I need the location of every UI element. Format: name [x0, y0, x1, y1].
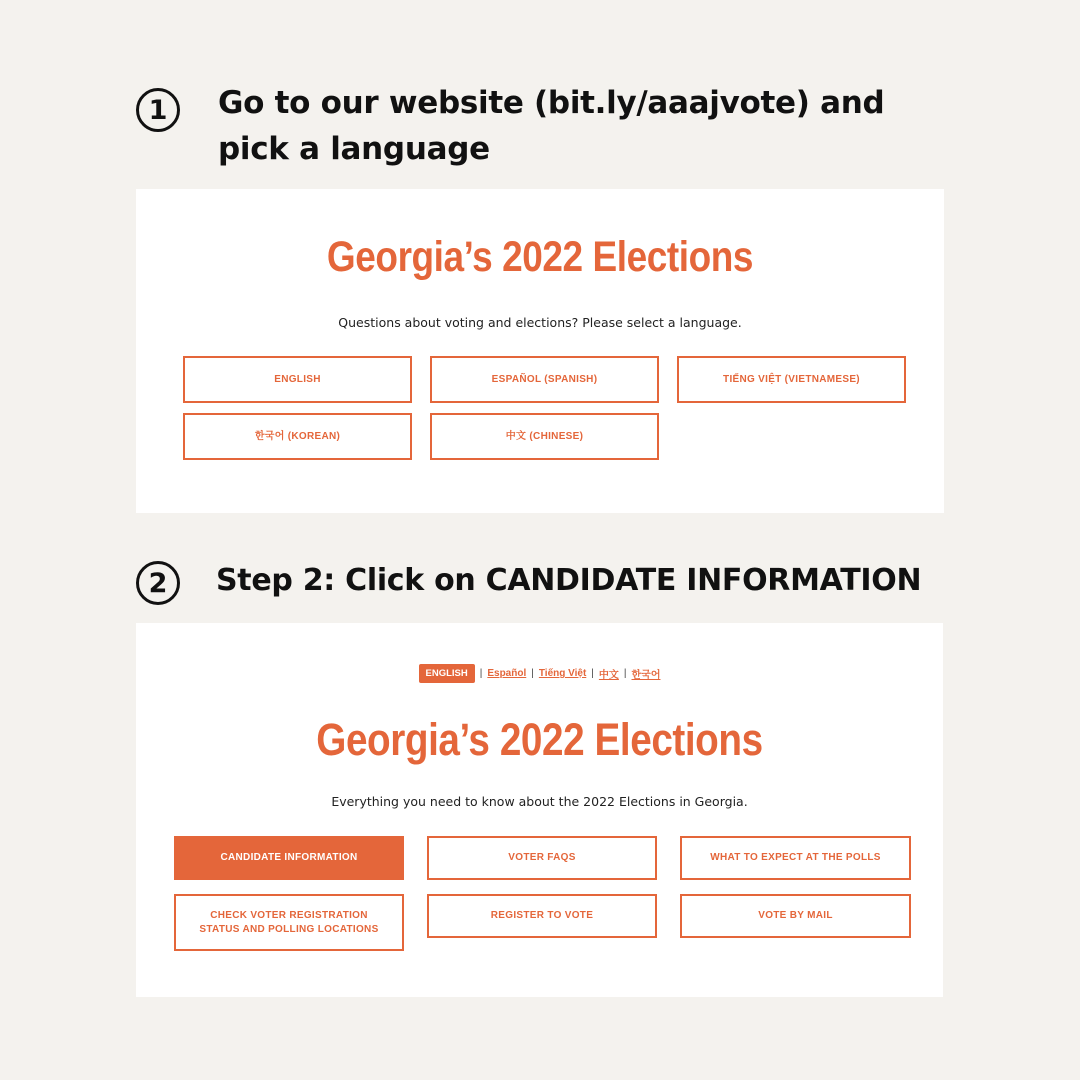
site-title: Georgia’s 2022 Elections	[316, 714, 763, 765]
language-active-english[interactable]: ENGLISH	[419, 664, 475, 683]
step-1-instruction: Go to our website (bit.ly/aaajvote) and pick a language	[218, 85, 885, 167]
step-2-instruction: Step 2: Click on CANDIDATE INFORMATION	[216, 563, 922, 598]
register-to-vote-button[interactable]: REGISTER TO VOTE	[427, 894, 657, 938]
language-button-vietnamese[interactable]: TIẾNG VIỆT (VIETNAMESE)	[677, 356, 906, 403]
voter-faqs-button[interactable]: VOTER FAQS	[427, 836, 657, 880]
language-button-english[interactable]: ENGLISH	[183, 356, 412, 403]
step-2-heading	[136, 558, 921, 605]
language-link-korean[interactable]: 한국어	[631, 670, 661, 681]
home-page-screenshot	[136, 623, 943, 997]
check-registration-button[interactable]: CHECK VOTER REGISTRATION STATUS AND POLLING LOCATIONS	[174, 894, 404, 951]
step-1-heading	[136, 80, 938, 172]
language-link-chinese[interactable]: 中文	[598, 670, 619, 681]
language-bar	[136, 664, 943, 683]
language-button-chinese[interactable]: 中文 (CHINESE)	[430, 413, 659, 460]
site-title: Georgia’s 2022 Elections	[326, 233, 754, 281]
site-subtitle: Questions about voting and elections? Please select a language.	[338, 315, 742, 330]
site-subtitle: Everything you need to know about the 2022 Elections in Georgia.	[331, 794, 748, 809]
language-separator: |	[531, 668, 534, 679]
candidate-information-button[interactable]: CANDIDATE INFORMATION	[174, 836, 404, 880]
step-1-number-badge: 1	[136, 88, 180, 132]
language-separator: |	[623, 668, 627, 679]
language-button-korean[interactable]: 한국어 (KOREAN)	[183, 413, 412, 460]
vote-by-mail-button[interactable]: VOTE BY MAIL	[680, 894, 911, 938]
language-select-screenshot	[136, 189, 944, 513]
language-button-spanish[interactable]: ESPAÑOL (SPANISH)	[430, 356, 659, 403]
language-separator: |	[479, 668, 483, 679]
language-link-vietnamese[interactable]: Tiếng Việt	[538, 668, 587, 679]
what-to-expect-button[interactable]: WHAT TO EXPECT AT THE POLLS	[680, 836, 911, 880]
step-2-number-badge: 2	[136, 561, 180, 605]
language-separator: |	[591, 668, 594, 679]
language-link-spanish[interactable]: Español	[487, 668, 527, 679]
